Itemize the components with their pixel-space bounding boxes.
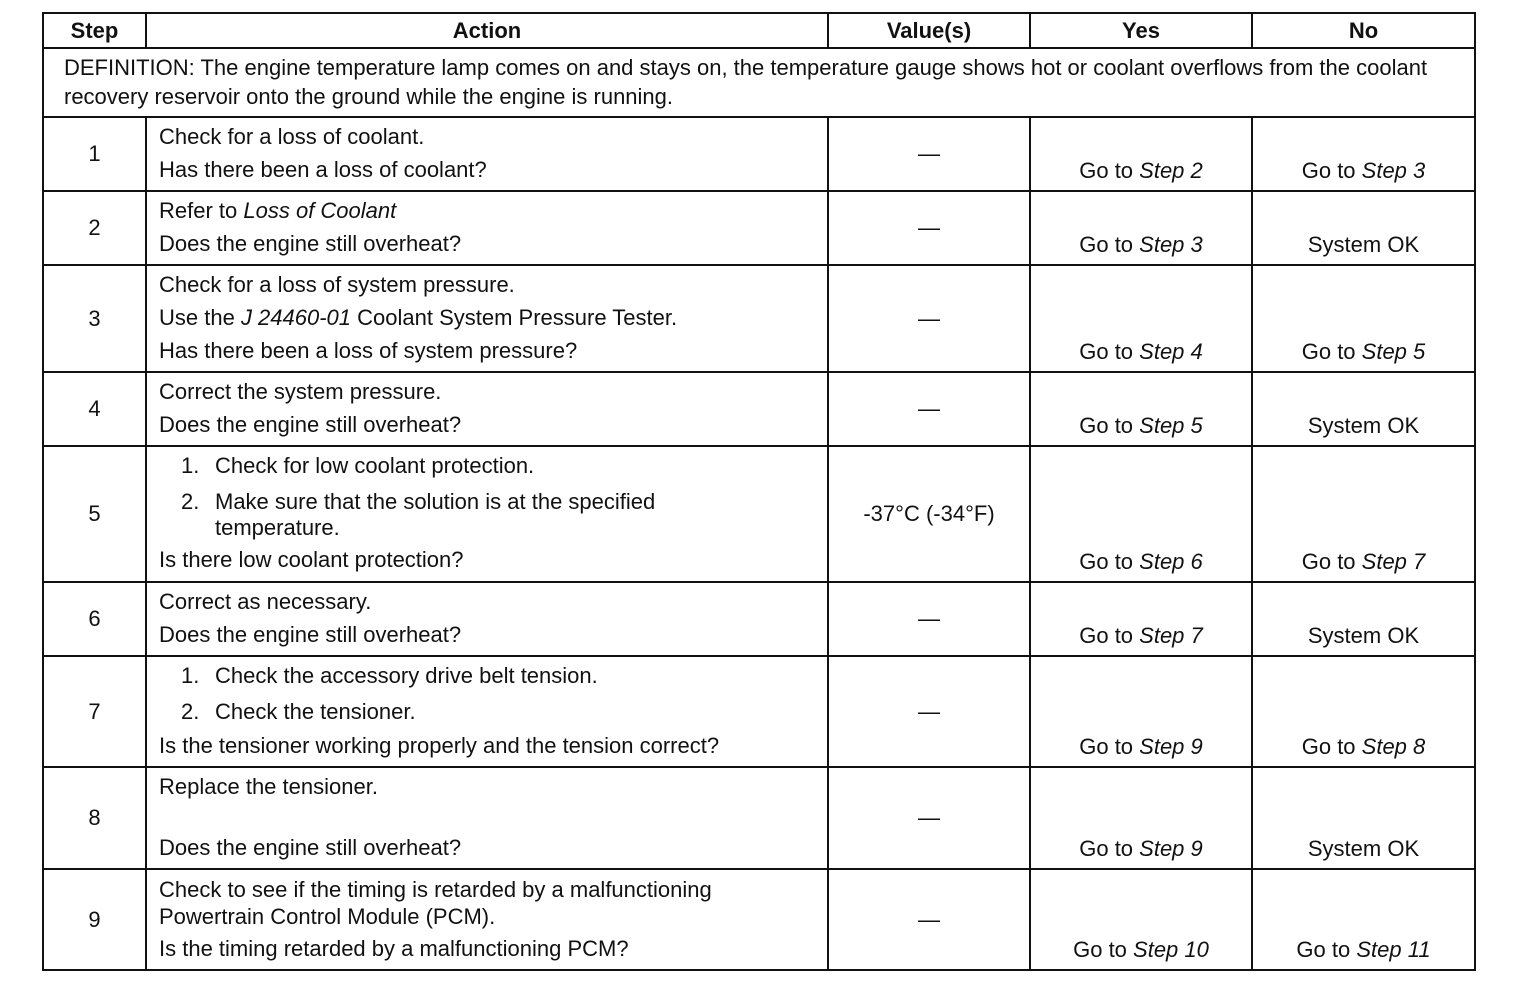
go-to-prefix: Go to — [1079, 339, 1140, 364]
list-item: 1. Check for low coolant protection. — [159, 453, 815, 479]
table-row — [43, 191, 1475, 265]
tool-suffix: Coolant System Pressure Tester. — [351, 305, 678, 330]
table-row — [43, 767, 1475, 869]
yes-cell — [1030, 767, 1252, 869]
header-no: No — [1252, 13, 1475, 48]
action-cell — [146, 656, 828, 767]
step-link[interactable]: Step 9 — [1139, 734, 1203, 759]
step-number: 3 — [43, 265, 146, 372]
go-to-prefix: Go to — [1079, 232, 1140, 257]
header-step: Step — [43, 13, 146, 48]
step-link[interactable]: Step 3 — [1361, 158, 1426, 183]
action-line — [159, 194, 815, 227]
action-cell — [146, 265, 828, 372]
step-number: 6 — [43, 582, 146, 656]
go-to-prefix: Go to — [1301, 734, 1362, 759]
action-cell — [146, 582, 828, 656]
action-cell — [146, 117, 828, 191]
no-cell: System OK — [1252, 582, 1475, 656]
go-to-prefix: Go to — [1079, 836, 1140, 861]
list-item-text: Check the accessory drive belt tension. — [215, 663, 598, 688]
tool-prefix: Use the — [159, 305, 241, 330]
yes-cell — [1030, 191, 1252, 265]
action-question: Is the timing retarded by a malfunctioning PCM? — [159, 936, 629, 961]
step-link[interactable]: Step 7 — [1139, 623, 1203, 648]
value-cell: — — [828, 191, 1030, 265]
definition-text: DEFINITION: The engine temperature lamp comes on and stays on, the temperature gauge shows hot or coolant overflows from the coolant recovery reservoir onto the ground while the engine is running. — [43, 48, 1475, 117]
action-question: Does the engine still overheat? — [159, 412, 462, 437]
action-line: Check to see if the timing is retarded by a malfunctioning Powertrain Control Module (PCM). — [159, 877, 712, 929]
list-item-text: Make sure that the solution is at the specified temperature. — [215, 489, 656, 540]
value-cell: -37°C (-34°F) — [828, 446, 1030, 582]
step-number: 9 — [43, 869, 146, 970]
list-item-text: Check the tensioner. — [215, 699, 416, 724]
header-yes: Yes — [1030, 13, 1252, 48]
action-cell — [146, 446, 828, 582]
value-cell: — — [828, 656, 1030, 767]
step-link[interactable]: Step 9 — [1139, 836, 1203, 861]
yes-cell — [1030, 265, 1252, 372]
action-cell — [146, 372, 828, 446]
value-cell: — — [828, 372, 1030, 446]
value-cell: — — [828, 767, 1030, 869]
no-cell — [1252, 869, 1475, 970]
no-cell — [1252, 117, 1475, 191]
table-row — [43, 582, 1475, 656]
go-to-prefix: Go to — [1079, 623, 1140, 648]
go-to-prefix: Go to — [1301, 158, 1362, 183]
yes-cell — [1030, 582, 1252, 656]
action-cell — [146, 191, 828, 265]
definition-row — [43, 48, 1475, 117]
action-line: Correct the system pressure. — [159, 379, 442, 404]
step-link[interactable]: Step 8 — [1361, 734, 1426, 759]
action-line: Check for a loss of system pressure. — [159, 272, 515, 297]
value-cell: — — [828, 117, 1030, 191]
action-line: Replace the tensioner. — [159, 774, 378, 799]
tool-number: J 24460-01 — [240, 305, 352, 330]
no-cell — [1252, 656, 1475, 767]
go-to-prefix: Go to — [1079, 413, 1140, 438]
action-cell — [146, 869, 828, 970]
value-cell: — — [828, 265, 1030, 372]
action-question: Does the engine still overheat? — [159, 835, 462, 860]
table-row — [43, 265, 1475, 372]
no-cell: System OK — [1252, 191, 1475, 265]
no-cell: System OK — [1252, 767, 1475, 869]
action-question: Is there low coolant protection? — [159, 547, 464, 572]
value-cell: — — [828, 582, 1030, 656]
step-number: 4 — [43, 372, 146, 446]
table-row — [43, 446, 1475, 582]
step-number: 1 — [43, 117, 146, 191]
action-line: Check for a loss of coolant. — [159, 124, 425, 149]
action-question: Does the engine still overheat? — [159, 231, 462, 256]
step-link[interactable]: Step 2 — [1139, 158, 1203, 183]
no-cell — [1252, 446, 1475, 582]
step-number: 7 — [43, 656, 146, 767]
go-to-prefix: Go to — [1073, 937, 1134, 962]
step-number: 2 — [43, 191, 146, 265]
step-number: 8 — [43, 767, 146, 869]
action-cell — [146, 767, 828, 869]
list-item: 1. Check the accessory drive belt tension. — [159, 663, 815, 689]
yes-cell — [1030, 446, 1252, 582]
go-to-prefix: Go to — [1296, 937, 1357, 962]
step-link[interactable]: Step 5 — [1139, 413, 1203, 438]
yes-cell — [1030, 656, 1252, 767]
step-number: 5 — [43, 446, 146, 582]
yes-cell — [1030, 372, 1252, 446]
action-question: Is the tensioner working properly and the tension correct? — [159, 733, 720, 758]
list-item: 2. Make sure that the solution is at the specified temperature. — [159, 489, 815, 541]
table-row — [43, 869, 1475, 970]
yes-cell — [1030, 117, 1252, 191]
action-question: Has there been a loss of coolant? — [159, 157, 487, 182]
value-cell: — — [828, 869, 1030, 970]
tool-line — [159, 301, 815, 334]
list-item: 2. Check the tensioner. — [159, 699, 815, 725]
header-values: Value(s) — [828, 13, 1030, 48]
step-link[interactable]: Step 10 — [1133, 937, 1209, 962]
go-to-prefix: Go to — [1301, 549, 1362, 574]
step-link[interactable]: Step 6 — [1139, 549, 1203, 574]
header-row — [43, 13, 1475, 48]
go-to-prefix: Go to — [1079, 734, 1140, 759]
diagnostic-table — [42, 12, 1476, 971]
no-cell: System OK — [1252, 372, 1475, 446]
action-question: Has there been a loss of system pressure? — [159, 338, 578, 363]
list-item-text: Check for low coolant protection. — [215, 453, 535, 478]
action-question: Does the engine still overheat? — [159, 622, 462, 647]
header-action: Action — [146, 13, 828, 48]
step-link[interactable]: Step 7 — [1361, 549, 1426, 574]
action-line: Correct as necessary. — [159, 589, 372, 614]
step-link[interactable]: Step 4 — [1139, 339, 1203, 364]
procedure-reference[interactable]: Loss of Coolant — [243, 198, 397, 223]
step-link[interactable]: Step 5 — [1361, 339, 1426, 364]
yes-cell — [1030, 869, 1252, 970]
no-cell — [1252, 265, 1475, 372]
step-link[interactable]: Step 3 — [1139, 232, 1203, 257]
table-row — [43, 656, 1475, 767]
go-to-prefix: Go to — [1079, 549, 1140, 574]
table-row — [43, 117, 1475, 191]
step-link[interactable]: Step 11 — [1356, 937, 1431, 962]
refer-prefix: Refer to — [159, 198, 244, 223]
go-to-prefix: Go to — [1301, 339, 1362, 364]
go-to-prefix: Go to — [1079, 158, 1140, 183]
table-row — [43, 372, 1475, 446]
